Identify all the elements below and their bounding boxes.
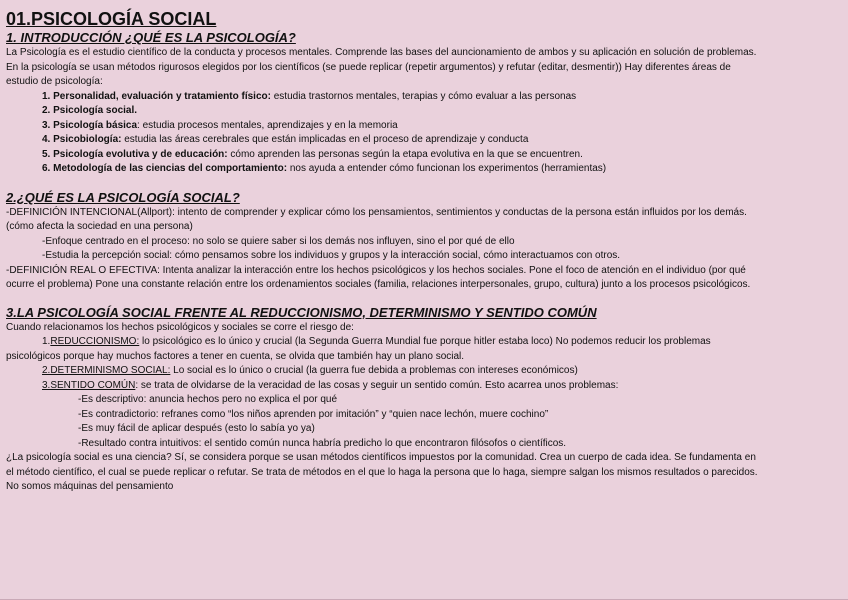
list-item: 3.SENTIDO COMÚN: se trata de olvidarse de la veracidad de las cosas y seguir un sentido común. Esto acarrea unos problemas: bbox=[42, 379, 619, 391]
paragraph: Cuando relacionamos los hechos psicológicos y sociales se corre el riesgo de: bbox=[6, 321, 354, 333]
paragraph: estudio de psicología: bbox=[6, 76, 103, 87]
paragraph: -Enfoque centrado en el proceso: no solo se quiere saber si los demás nos influyen, sino el por qué de ello bbox=[42, 235, 515, 247]
paragraph: ¿La psicología social es una ciencia? Sí, se considera porque se usan métodos científicos impuestos por la comunidad. Crea un cuerpo de cada idea. Se fundamenta en bbox=[6, 452, 756, 463]
list-item: -Es muy fácil de aplicar después (esto lo sabía yo ya) bbox=[78, 423, 315, 434]
paragraph: el método científico, el cual se puede replicar o refutar. Se trata de métodos en el que lo haga la persona que lo haga, siempre salgan los mismos resultados o parecidos. bbox=[6, 466, 758, 478]
list-item: 5. Psicología evolutiva y de educación: cómo aprenden las personas según la etapa evolutiva en la que se encuentren. bbox=[42, 148, 583, 160]
list-item: -Es contradictorio: refranes como “los niños aprenden por imitación” y “quien nace lechón, muere cochino” bbox=[78, 408, 549, 420]
list-item: -Es descriptivo: anuncia hechos pero no explica el por qué bbox=[78, 394, 338, 405]
paragraph: psicológicos porque hay muchos factores a tener en cuenta, se olvida que también hay un plano social. bbox=[6, 350, 465, 362]
list-item: 3. Psicología básica: estudia procesos mentales, aprendizajes y en la memoria bbox=[42, 119, 398, 131]
document-content bbox=[6, 8, 840, 495]
paragraph: -Estudia la percepción social: cómo pensamos sobre los individuos y grupos y la interacción social, cómo interactuamos con otros. bbox=[42, 250, 621, 261]
list-item: 2. Psicología social. bbox=[42, 105, 138, 116]
list-item: 1.REDUCCIONISMO: lo psicológico es lo único y crucial (la Segunda Guerra Mundial fue porque hitler estaba loco) No podemos reducir los problemas bbox=[42, 336, 711, 347]
list-item: -Resultado contra intuitivos: el sentido común nunca habría predicho lo que encontraron filósofos o científicos. bbox=[78, 437, 567, 449]
paragraph: ocurre el problema) Pone una constante relación entre los ordenamientos sociales (familia, relaciones interpersonales, grupo, cultura) junto a los procesos psicológicos. bbox=[6, 279, 751, 290]
paragraph: La Psicología es el estudio científico de la conducta y procesos mentales. Comprende las bases del auncionamiento de ambos y su aplicación en solución de problemas. bbox=[6, 47, 757, 58]
list-item: 2.DETERMINISMO SOCIAL: Lo social es lo único o crucial (la guerra fue debida a problemas con intereses económicos) bbox=[42, 365, 578, 376]
paragraph: (cómo afecta la sociedad en una persona) bbox=[6, 221, 193, 232]
list-item: 6. Metodología de las ciencias del comportamiento: nos ayuda a entender cómo funcionan los experimentos (herramientas) bbox=[42, 163, 607, 174]
paragraph: No somos máquinas del pensamiento bbox=[6, 481, 174, 492]
section-2-heading: 2.¿QUÉ ES LA PSICOLOGÍA SOCIAL? bbox=[6, 189, 240, 205]
paragraph: -DEFINICIÓN INTENCIONAL(Allport): intento de comprender y explicar cómo los pensamientos, sentimientos y conductas de la persona están influidos por los demás. bbox=[6, 206, 747, 218]
section-3-heading: 3.LA PSICOLOGÍA SOCIAL FRENTE AL REDUCCIONISMO, DETERMINISMO Y SENTIDO COMÚN bbox=[6, 304, 597, 320]
section-1-heading: 1. INTRODUCCIÓN ¿QUÉ ES LA PSICOLOGÍA? bbox=[6, 30, 296, 45]
paragraph: En la psicología se usan métodos rigurosos elegidos por los científicos (se puede replicar (repetir argumentos) y refutar (editar, desmentir)) Hay diferentes áreas de bbox=[6, 61, 731, 73]
document-title: 01.PSICOLOGÍA SOCIAL bbox=[6, 9, 217, 29]
paragraph: -DEFINICIÓN REAL O EFECTIVA: Intenta analizar la interacción entre los hechos psicológicos y los hechos sociales. Pone el foco de atención en el individuo (por qué bbox=[6, 264, 746, 276]
list-item: 1. Personalidad, evaluación y tratamiento físico: estudia trastornos mentales, terapias y cómo evaluar a las personas bbox=[42, 90, 577, 102]
list-item: 4. Psicobiología: estudia las áreas cerebrales que están implicadas en el proceso de aprendizaje y conducta bbox=[42, 134, 529, 145]
